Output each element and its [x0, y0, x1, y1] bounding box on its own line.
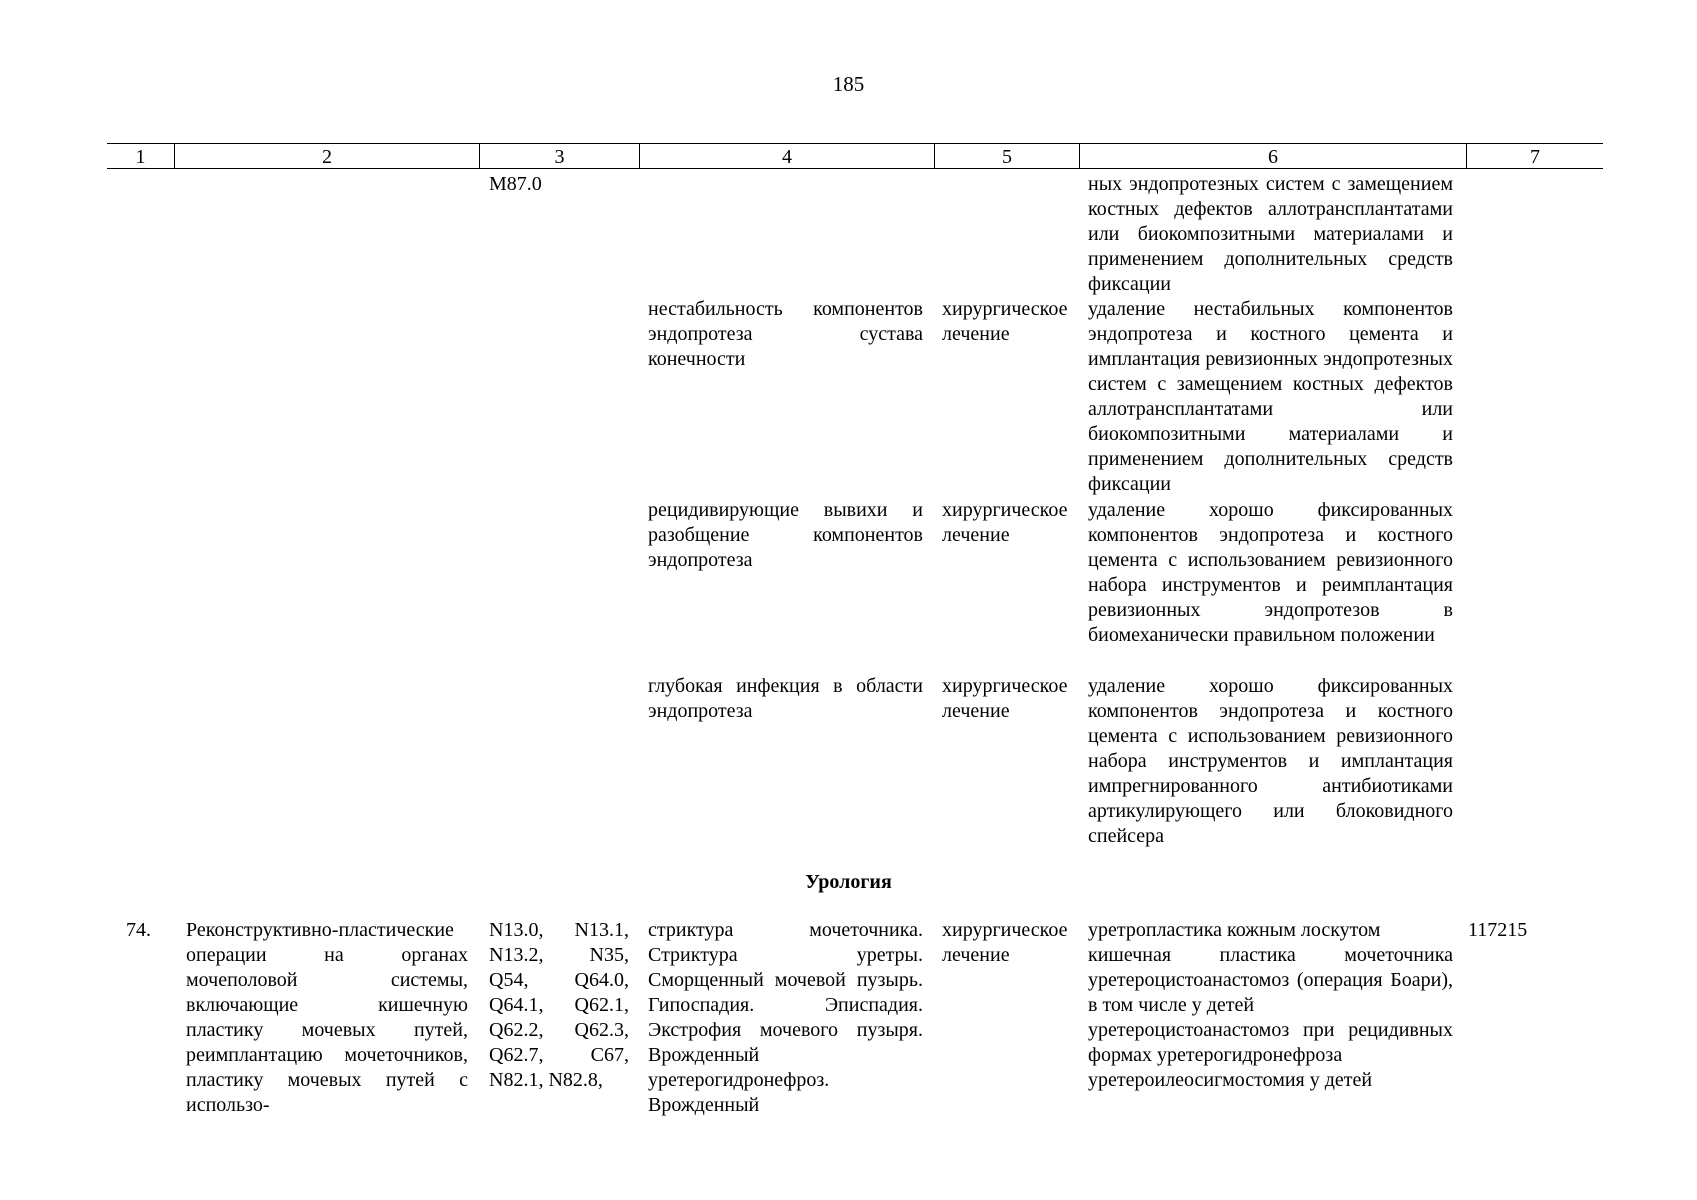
table-header-row — [107, 143, 1603, 169]
entry-number: 74. — [126, 919, 151, 941]
header-col-6: 6 — [1079, 144, 1466, 168]
header-col-1: 1 — [135, 146, 146, 168]
row-1-condition: нестабильность компонентов эндопротеза сустава конечности — [648, 298, 923, 370]
continuation-code: M87.0 — [489, 173, 542, 195]
row-1-treatment: хирургическое лечение — [942, 298, 1068, 345]
entry-codes: N13.0, N13.1, N13.2, N35, Q54, Q64.0, Q64.1, Q62.1, Q62.2, Q62.3, Q62.7, C67, N82.1, N82.8, — [489, 919, 629, 1091]
row-1-method: удаление нестабильных компонентов эндопротеза и костного цемента и имплантация ревизионных эндопротезных систем с замещением костных дефектов аллотрансплантатами или биокомпозитными материалами и применением дополнительных средств фиксации — [1088, 298, 1453, 495]
header-col-5: 5 — [934, 144, 1079, 168]
header-col-4: 4 — [639, 144, 934, 168]
entry-name: Реконструктивно-пластические операции на органах мочеполовой системы, включающие кишечную пластику мочевых путей, реимплантацию мочеточников, пластику мочевых путей с использо- — [186, 919, 468, 1116]
section-title: Урология — [805, 871, 892, 893]
entry-treatment: хирургическое лечение — [942, 919, 1068, 966]
row-3-method: удаление хорошо фиксированных компонентов эндопротеза и костного цемента с использованием ревизионного набора инструментов и имплантация импрегнированного антибиотиками артикулирующего или блоковидного спейсера — [1088, 675, 1453, 847]
header-col-3: 3 — [479, 144, 639, 168]
page-number: 185 — [832, 72, 865, 96]
entry-method-4: уретероилеосигмостомия у детей — [1088, 1069, 1373, 1091]
entry-method-3: уретероцистоанастомоз при рецидивных формах уретерогидронефроза — [1088, 1019, 1453, 1066]
entry-method-2: кишечная пластика мочеточника уретероцистоанастомоз (операция Боари), в том числе у детей — [1088, 944, 1453, 1016]
header-col-7: 7 — [1466, 144, 1603, 168]
continuation-method: ных эндопротезных систем с замещением костных дефектов аллотрансплантатами или биокомпозитными материалами и применением дополнительных средств фиксации — [1088, 173, 1453, 295]
row-3-treatment: хирургическое лечение — [942, 675, 1068, 722]
row-2-method: удаление хорошо фиксированных компонентов эндопротеза и костного цемента с использованием ревизионного набора инструментов и реимплантация ревизионных эндопротезов в биомеханически правильном положении — [1088, 499, 1453, 646]
row-2-treatment: хирургическое лечение — [942, 499, 1068, 546]
row-3-condition: глубокая инфекция в области эндопротеза — [648, 675, 923, 722]
entry-methods — [1088, 918, 1453, 1093]
entry-condition: стриктура мочеточника. Стриктура уретры. Сморщенный мочевой пузырь. Гипоспадия. Эписпадия. Экстрофия мочевого пузыря. Врожденный уретерогидронефроз. Врожденный — [648, 919, 923, 1116]
row-2-condition: рецидивирующие вывихи и разобщение компонентов эндопротеза — [648, 499, 923, 571]
entry-cost: 117215 — [1468, 919, 1528, 941]
header-col-2: 2 — [174, 144, 479, 168]
entry-method-1: уретропластика кожным лоскутом — [1088, 919, 1381, 941]
